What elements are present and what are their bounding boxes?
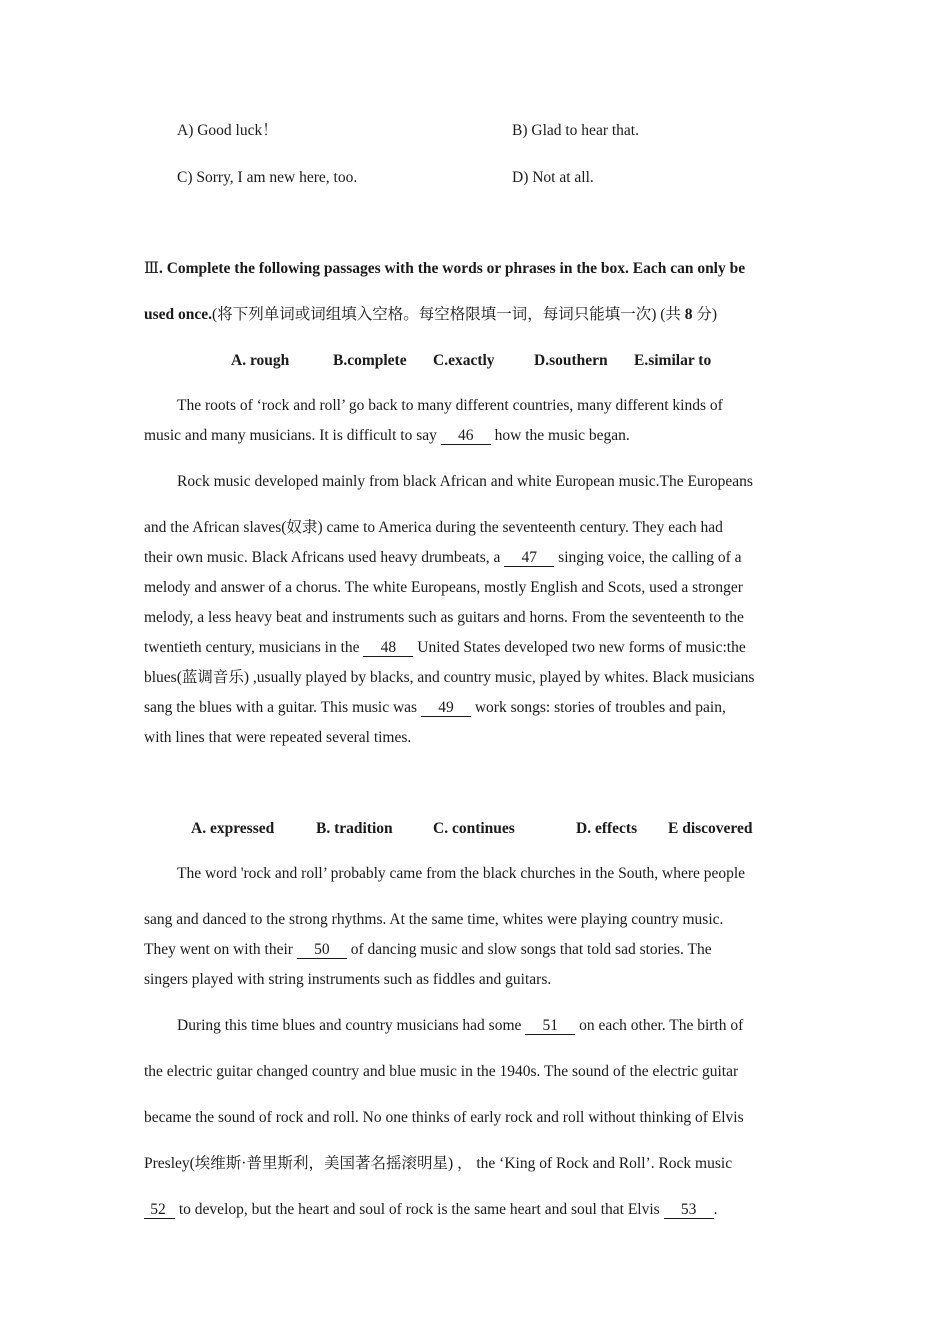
blank-53[interactable]: 53 — [664, 1202, 714, 1219]
p2-text-end: work songs: stories of troubles and pain, — [470, 699, 726, 716]
section-points-suffix: 分) — [692, 306, 718, 323]
box2-option-d: D. effects — [576, 820, 638, 837]
p1-text: music and many musicians. It is difficult to say — [144, 427, 441, 444]
section-instruction: . Complete the following passages with the words or phrases in the box. Each can only be — [158, 260, 746, 277]
p2-text-end: singing voice, the calling of a — [554, 549, 742, 566]
p3-line3 — [144, 940, 712, 960]
box2-option-c: C. continues — [433, 820, 515, 837]
section-points-prefix: (共 — [656, 306, 685, 323]
p3-text: They went on with their — [144, 941, 297, 958]
blank-52[interactable]: 52 — [144, 1202, 175, 1219]
box1-option-e: E.similar to — [634, 352, 712, 369]
p1-line1: The roots of ‘rock and roll’ go back to many different countries, many different kinds of — [177, 397, 723, 414]
section-heading-line1 — [144, 259, 745, 279]
blank-50[interactable]: 50 — [297, 942, 347, 959]
blank-48[interactable]: 48 — [363, 640, 413, 657]
p2-line9: with lines that were repeated several times. — [144, 729, 412, 746]
p2-line1: Rock music developed mainly from black African and white European music.The Europeans — [177, 473, 753, 490]
p4-text-end: on each other. The birth of — [575, 1017, 744, 1034]
p4-line4: Presley(埃维斯·普里斯利，美国著名摇滚明星) ， the ‘King of Rock and Roll’. Rock music — [144, 1155, 733, 1172]
p3-line4: singers played with string instruments such as fiddles and guitars. — [144, 971, 552, 988]
section-numeral: Ⅲ — [144, 260, 159, 277]
blank-46[interactable]: 46 — [441, 428, 491, 445]
p2-line8 — [144, 698, 726, 718]
box2-option-b: B. tradition — [316, 820, 393, 837]
p4-line2: the electric guitar changed country and blue music in the 1940s. The sound of the electric guitar — [144, 1063, 739, 1080]
p4-text: During this time blues and country musicians had some — [177, 1017, 526, 1034]
box1-option-d: D.southern — [534, 352, 608, 369]
option-b: B) Glad to hear that. — [512, 122, 639, 139]
section-heading-line2 — [144, 305, 717, 325]
p4-line5 — [144, 1200, 717, 1220]
p2-line4: melody and answer of a chorus. The white Europeans, mostly English and Scots, used a stronger — [144, 579, 743, 596]
option-d: D) Not at all. — [512, 169, 594, 186]
p2-line2: and the African slaves(奴隶) came to America during the seventeenth century. They each had — [144, 519, 723, 536]
p2-text-end: United States developed two new forms of music:the — [413, 639, 746, 656]
p4-line1 — [177, 1016, 743, 1036]
p2-text: sang the blues with a guitar. This music was — [144, 699, 421, 716]
box2-option-a: A. expressed — [191, 820, 275, 837]
section-instruction-cn: (将下列单词或词组填入空格。每空格限填一词，每词只能填一次) — [212, 306, 657, 323]
p2-line7: blues(蓝调音乐) ,usually played by blacks, and country music, played by whites. Black musicians — [144, 669, 755, 686]
box1-option-b: B.complete — [333, 352, 407, 369]
box1-option-a: A. rough — [231, 352, 290, 369]
p1-text-end: how the music began. — [490, 427, 630, 444]
option-a: A) Good luck！ — [177, 122, 278, 139]
p2-text: their own music. Black Africans used heavy drumbeats, a — [144, 549, 505, 566]
blank-47[interactable]: 47 — [504, 550, 554, 567]
box1-option-c: C.exactly — [433, 352, 495, 369]
p1-line2 — [144, 426, 630, 446]
p2-text: twentieth century, musicians in the — [144, 639, 364, 656]
section-points: 8 — [684, 306, 693, 323]
section-instruction-end: used once. — [144, 306, 213, 323]
p2-line5: melody, a less heavy beat and instruments such as guitars and horns. From the seventeenth to the — [144, 609, 744, 626]
option-c: C) Sorry, I am new here, too. — [177, 169, 358, 186]
p4-text: to develop, but the heart and soul of rock is the same heart and soul that Elvis — [175, 1201, 664, 1218]
p2-line3 — [144, 548, 742, 568]
blank-49[interactable]: 49 — [421, 700, 471, 717]
p3-line2: sang and danced to the strong rhythms. At the same time, whites were playing country music. — [144, 911, 724, 928]
p4-line3: became the sound of rock and roll. No one thinks of early rock and roll without thinking of Elvis — [144, 1109, 744, 1126]
p2-line6 — [144, 638, 746, 658]
p3-line1: The word 'rock and roll’ probably came from the black churches in the South, where people — [177, 865, 746, 882]
blank-51[interactable]: 51 — [525, 1018, 575, 1035]
p3-text-end: of dancing music and slow songs that told sad stories. The — [346, 941, 712, 958]
p4-text-end: . — [713, 1201, 718, 1218]
box2-option-e: E discovered — [668, 820, 753, 837]
